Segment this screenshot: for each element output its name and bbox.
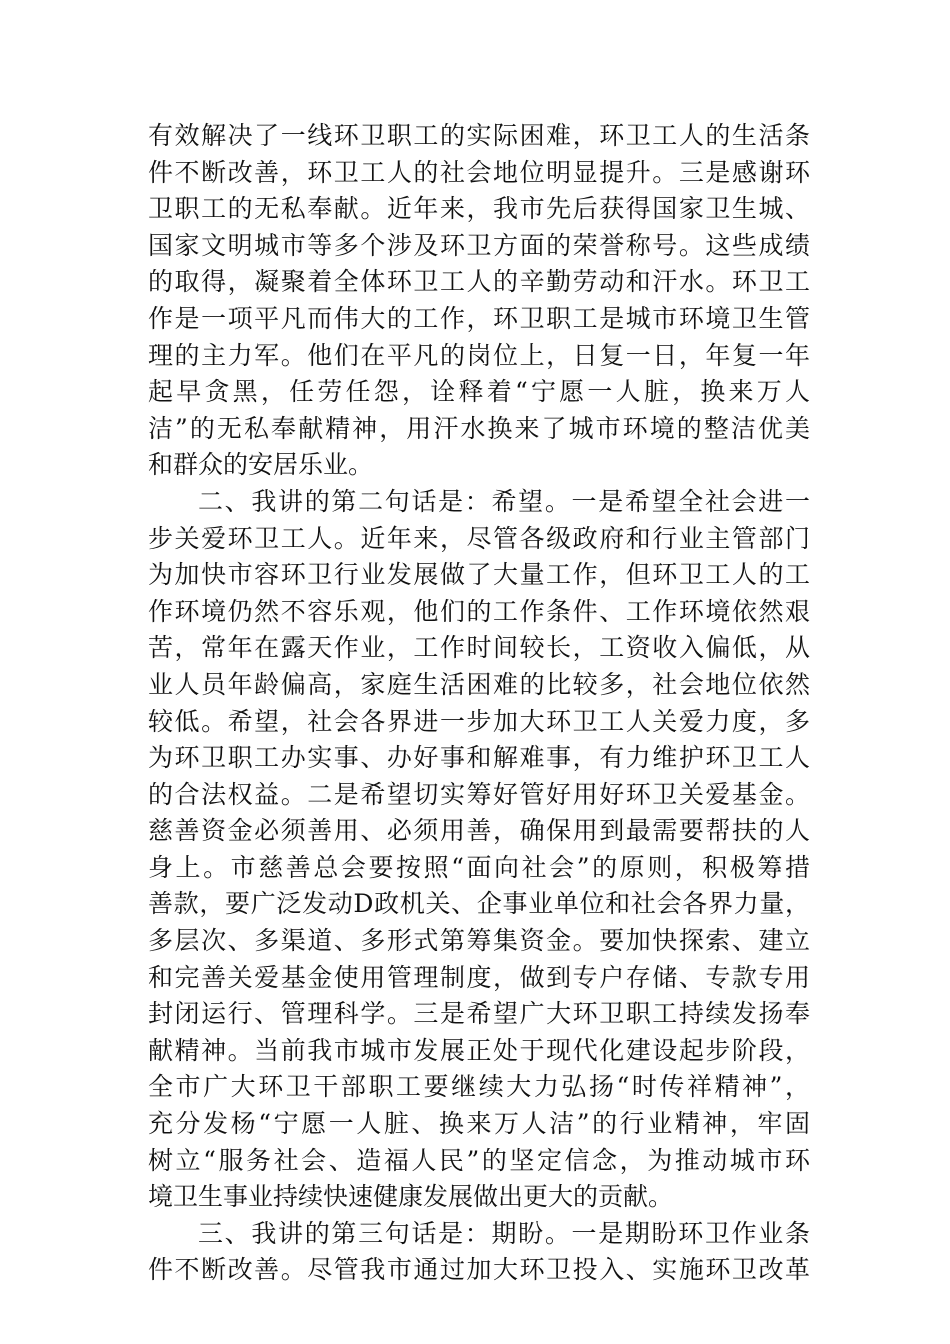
text-line: 件不断改善，环卫工人的社会地位明显提升。三是感谢环 bbox=[148, 157, 810, 187]
text-line: 业人员年龄偏高，家庭生活困难的比较多，社会地位依然 bbox=[148, 669, 810, 699]
text-line: 件不断改善。尽管我市通过加大环卫投入、实施环卫改革 bbox=[148, 1255, 810, 1285]
text-line: 和完善关爱基金使用管理制度，做到专户存储、专款专用 bbox=[148, 962, 810, 992]
text-line: 理的主力军。他们在平凡的岗位上，日复一日，年复一年 bbox=[148, 340, 810, 370]
text-line: 全市广大环卫干部职工要继续大力弘扬“时传祥精神”， bbox=[148, 1072, 810, 1102]
text-line: 善款，要广泛发动D政机关、企事业单位和社会各界力量， bbox=[148, 889, 810, 919]
text-line: 苦，常年在露天作业，工作时间较长，工资收入偏低，从 bbox=[148, 633, 810, 663]
text-line: 充分发杨“宁愿一人脏、换来万人洁”的行业精神，牢固 bbox=[148, 1109, 810, 1139]
text-line: 为环卫职工办实事、办好事和解难事，有力维护环卫工人 bbox=[148, 743, 810, 773]
text-line: 献精神。当前我市城市发展正处于现代化建设起步阶段， bbox=[148, 1035, 810, 1065]
text-line: 作环境仍然不容乐观，他们的工作条件、工作环境依然艰 bbox=[148, 596, 810, 626]
text-line: 慈善资金必须善用、必须用善，确保用到最需要帮扶的人 bbox=[148, 816, 810, 846]
text-line: 步关爱环卫工人。近年来，尽管各级政府和行业主管部门 bbox=[148, 523, 810, 553]
text-line: 为加快市容环卫行业发展做了大量工作，但环卫工人的工 bbox=[148, 560, 810, 590]
text-line: 卫职工的无私奉献。近年来，我市先后获得国家卫生城、 bbox=[148, 194, 810, 224]
text-line: 的取得，凝聚着全体环卫工人的辛勤劳动和汗水。环卫工 bbox=[148, 267, 810, 297]
text-line: 较低。希望，社会各界进一步加大环卫工人关爱力度，多 bbox=[148, 706, 810, 736]
text-line: 国家文明城市等多个涉及环卫方面的荣誉称号。这些成绩 bbox=[148, 230, 810, 260]
text-line: 封闭运行、管理科学。三是希望广大环卫职工持续发扬奉 bbox=[148, 999, 810, 1029]
paragraph-first-line: 二、我讲的第二句话是：希望。一是希望全社会进一 bbox=[198, 486, 810, 516]
text-line: 身上。市慈善总会要按照“面向社会”的原则，积极筹措 bbox=[148, 852, 810, 882]
body-text bbox=[148, 118, 810, 1289]
text-line: 洁”的无私奉献精神，用汗水换来了城市环境的整洁优美 bbox=[148, 413, 810, 443]
text-line: 有效解决了一线环卫职工的实际困难，环卫工人的生活条 bbox=[148, 121, 810, 150]
text-line: 起早贪黑，任劳任怨，诠释着“宁愿一人脏，换来万人 bbox=[148, 377, 810, 407]
text-line: 树立“服务社会、造福人民”的坚定信念，为推动城市环 bbox=[148, 1145, 810, 1175]
text-line: 多层次、多渠道、多形式第筹集资金。要加快探索、建立 bbox=[148, 926, 810, 956]
paragraph-first-line: 三、我讲的第三句话是：期盼。一是期盼环卫作业条 bbox=[198, 1218, 810, 1248]
paragraph-end-line: 和群众的安居乐业。 bbox=[148, 450, 374, 480]
text-line: 作是一项平凡而伟大的工作，环卫职工是城市环境卫生管 bbox=[148, 303, 810, 333]
text-line: 的合法权益。二是希望切实筹好管好用好环卫关爱基金。 bbox=[148, 779, 810, 809]
paragraph-end-line: 境卫生事业持续快速健康发展做出更大的贡献。 bbox=[148, 1182, 674, 1212]
